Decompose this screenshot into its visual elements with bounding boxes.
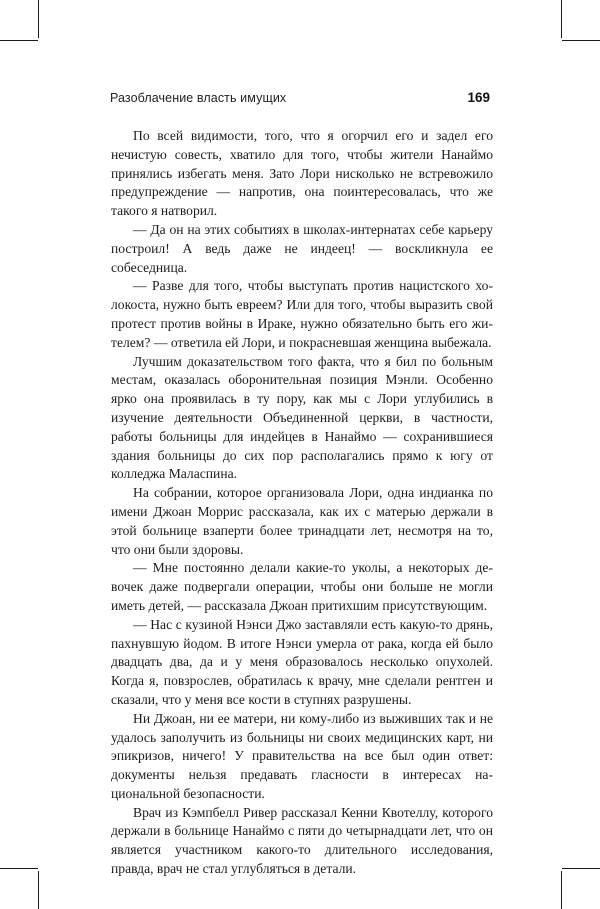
crop-mark-top-right (562, 40, 600, 41)
paragraph: По всей видимости, того, что я огорчил его и задел его нечистую совесть, хватило для того, чтобы жители Нанаймо принялись избегать меня. Зато Лори нисколько не встревожило предупреждение — напротив, она поинтересовалась, что же такого я натворил. (111, 128, 493, 219)
body-text (111, 127, 493, 879)
crop-mark-bottom-right (562, 868, 600, 869)
paragraph: — Мне постоянно делали какие-то уколы, а некоторых девочек даже подвергали операции, чтобы они больше не могли иметь детей, — рассказала Джоан притихшим присутствующим. (111, 560, 493, 613)
crop-mark-top-right (561, 0, 562, 38)
running-head (110, 90, 490, 105)
crop-mark-top-left (0, 40, 38, 41)
paragraph: — Да он на этих событиях в школах-интернатах себе карьеру построил! А ведь даже не индеец! — воскликнула ее собеседница. (111, 221, 493, 275)
crop-mark-top-left (38, 0, 39, 38)
crop-mark-bottom-left (0, 868, 38, 869)
crop-mark-bottom-left (38, 871, 39, 909)
paragraph: Врач из Кэмпбелл Ривер рассказал Кенни Квотеллу, которого держали в больнице Нанаймо с пяти до четырнадцати лет, что он является участником какого-то длительного исследования, правда, врач не стал углубляться в детали. (111, 804, 493, 877)
paragraph: Ни Джоан, ни ее матери, ни кому-либо из выживших так и не удалось заполучить из больницы ни своих медицинских карт, ни эпикризов, ничего! У правительства на все был один ответ: документы нельзя предавать гласности в интересах национальной безопасности. (111, 710, 493, 801)
paragraph: — Нас с кузиной Нэнси Джо заставляли есть какую-то дрянь, пахнувшую йодом. В итоге Нэнси умерла от рака, когда ей было двадцать два, да и у меня образовалось несколько опухолей. Когда я, повзрослев, обратилась к врачу, мне сделали рентген и сказали, что у меня все кости в ступнях разрушены. (111, 616, 493, 707)
crop-mark-bottom-right (561, 871, 562, 909)
paragraph: — Разве для того, чтобы выступать против нацистского холокоста, нужно быть евреем? Или для того, чтобы выразить свой протест против войны в Ираке, нужно обязательно быть его жителем? — ответила ей Лори, и покрасневшая женщина выбежала. (111, 278, 493, 350)
paragraph: На собрании, которое организовала Лори, одна индианка по имени Джоан Моррис рассказала, как их с матерью держали в этой больнице взаперти более тринадцати лет, несмотря на то, что они были здоровы. (111, 485, 493, 557)
paragraph: Лучшим доказательством того факта, что я бил по больным местам, оказалась оборонительная позиция Мэнли. Особенно ярко она проявилась в ту пору, как мы с Лори углубились в изучение деятельности Объединенной церкви, в частности, работы больницы для индейцев в Нанаймо — сохранившиеся здания больницы до сих пор располагались прямо к югу от колледжа Маласпина. (111, 353, 493, 482)
page-number: 169 (467, 90, 490, 105)
running-title: Разоблачение власть имущих (110, 91, 287, 105)
